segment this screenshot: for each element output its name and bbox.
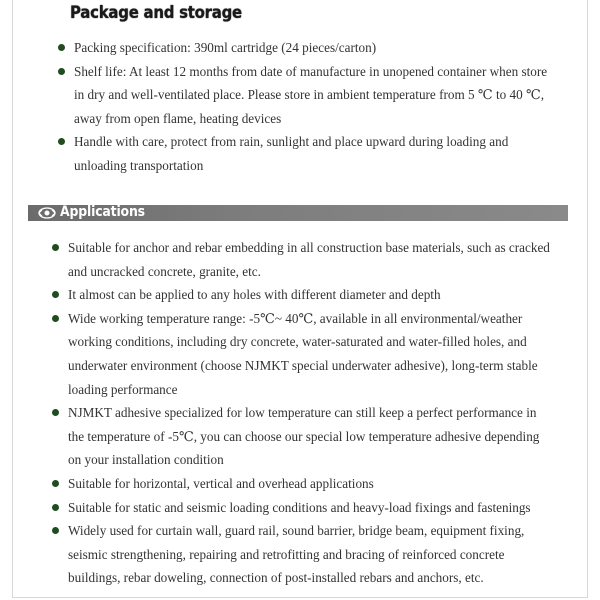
list-item <box>68 472 554 496</box>
list-item-text: Suitable for anchor and rebar embedding in all construction base materials, such as cracked and uncracked concrete, granite, etc. <box>68 240 550 279</box>
list-item-text: It almost can be applied to any holes with different diameter and depth <box>68 287 441 303</box>
list-item-text: Shelf life: At least 12 months from date of manufacture in unopened container when store in dry and well-ventilated place. Please store in ambient temperature from 5 ℃ to 40 ℃, away from open flame, heating devices <box>74 63 548 126</box>
bullet-icon <box>58 68 65 75</box>
list-item <box>68 307 554 401</box>
applications-header-bar <box>28 205 568 221</box>
list-item-text: Widely used for curtain wall, guard rail, sound barrier, bridge beam, equipment fixing, seismic strengthening, repairing and retrofitting and bracing of reinforced concrete buildings, rebar doweling, connection of post-installed rebars and anchors, etc. <box>68 523 525 586</box>
emblem-icon <box>38 206 56 220</box>
list-item <box>74 130 554 177</box>
applications-bullet-list <box>68 236 554 590</box>
list-item <box>74 36 554 60</box>
bullet-icon <box>58 44 65 51</box>
list-item <box>68 236 554 283</box>
list-item <box>74 60 554 131</box>
list-item-text: Handle with care, protect from rain, sunlight and place upward during loading and unloading transportation <box>74 134 509 173</box>
bullet-icon <box>52 315 59 322</box>
list-item <box>68 519 554 590</box>
list-item <box>68 283 554 307</box>
list-item <box>68 401 554 472</box>
bullet-icon <box>52 480 59 487</box>
package-bullet-list <box>74 36 554 178</box>
bullet-icon <box>52 504 59 511</box>
list-item-text: Wide working temperature range: -5℃~ 40℃, available in all environmental/weather working conditions, including dry concrete, water-saturated and water-filled holes, and underwater environment (choose NJMKT special underwater adhesive), long-term stable loading performance <box>68 310 538 397</box>
list-item-text: Suitable for static and seismic loading conditions and heavy-load fixings and fastenings <box>68 499 531 515</box>
list-item-text: Suitable for horizontal, vertical and overhead applications <box>68 475 374 491</box>
package-section-title: Package and storage <box>70 3 242 23</box>
applications-section-title: Applications <box>60 204 145 220</box>
list-item <box>68 496 554 520</box>
list-item-text: Packing specification: 390ml cartridge (24 pieces/carton) <box>74 40 377 55</box>
bullet-icon <box>52 244 59 251</box>
list-item-text: NJMKT adhesive specialized for low temperature can still keep a perfect performance in the temperature of -5℃, you can choose our special low temperature adhesive depending on your installation condition <box>68 405 540 468</box>
